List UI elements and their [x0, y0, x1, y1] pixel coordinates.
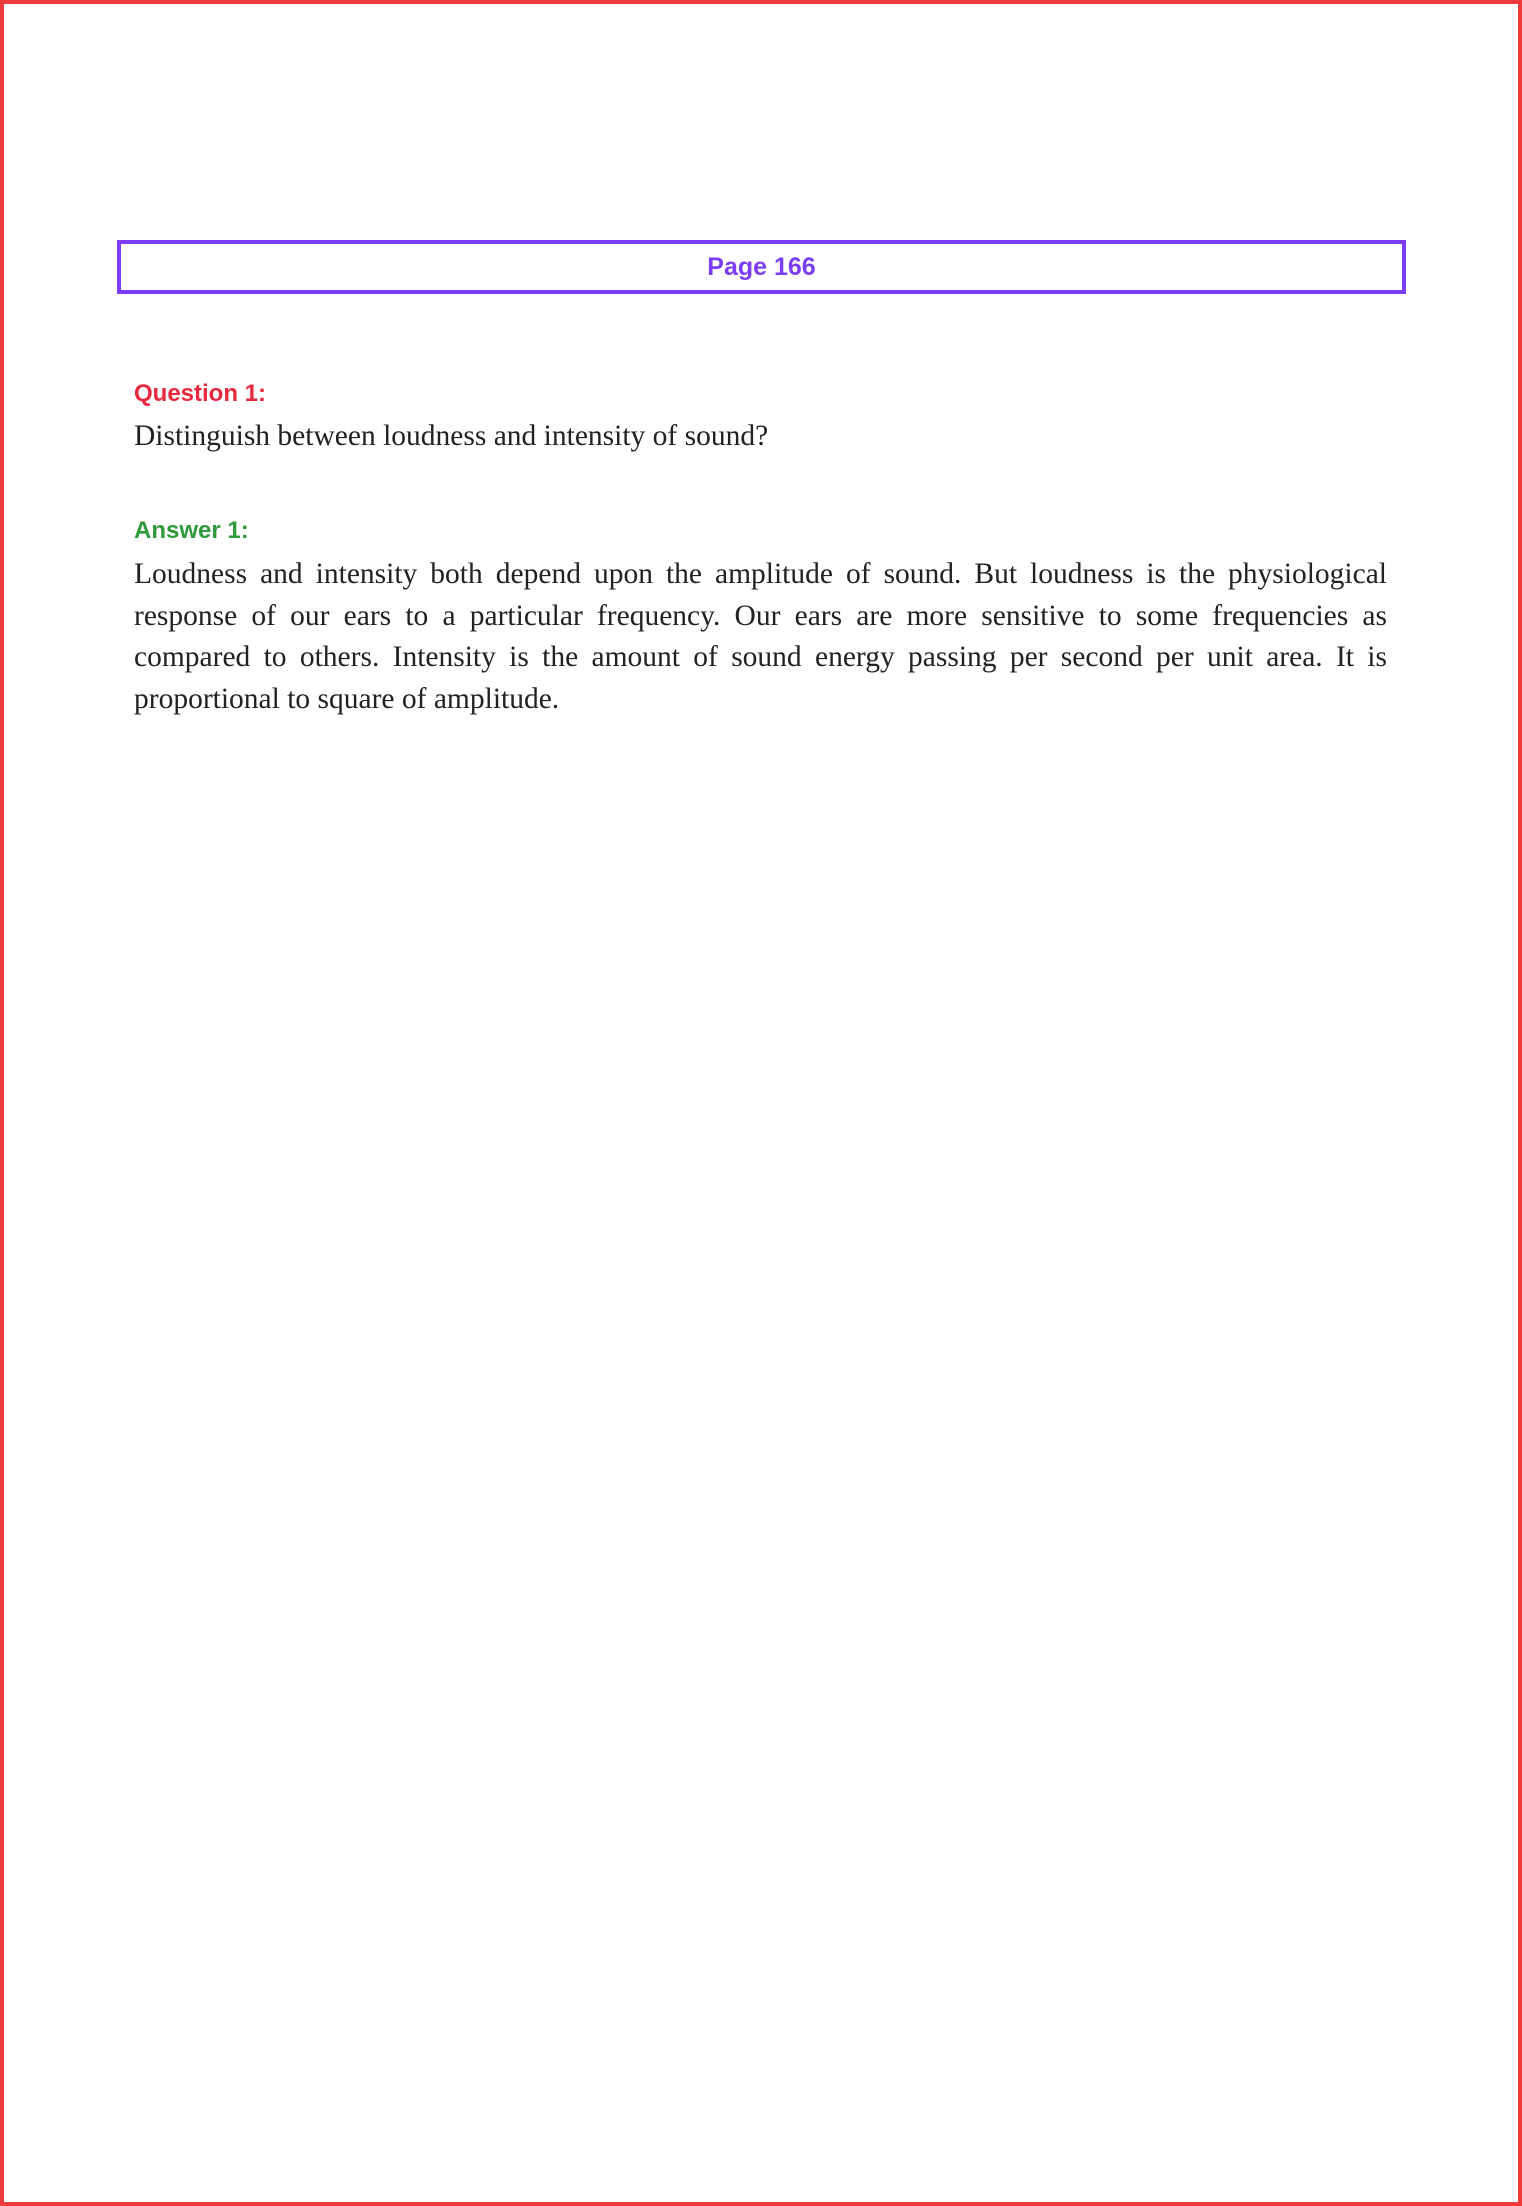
answer-label: Answer 1:	[134, 517, 249, 544]
question-label: Question 1:	[134, 380, 267, 407]
question-text: Distinguish between loudness and intensity of sound?	[134, 420, 769, 452]
page-number-box	[117, 240, 1406, 294]
page-number: Page 166	[707, 252, 816, 281]
answer-text: Loudness and intensity both depend upon the amplitude of sound. But loudness is the physiological response of our ears to a particular frequency. Our ears are more sensitive to some frequencies as compared to others. Intensity is the amount of sound energy passing per second per unit area. It is proportional to square of amplitude.	[134, 558, 1387, 715]
